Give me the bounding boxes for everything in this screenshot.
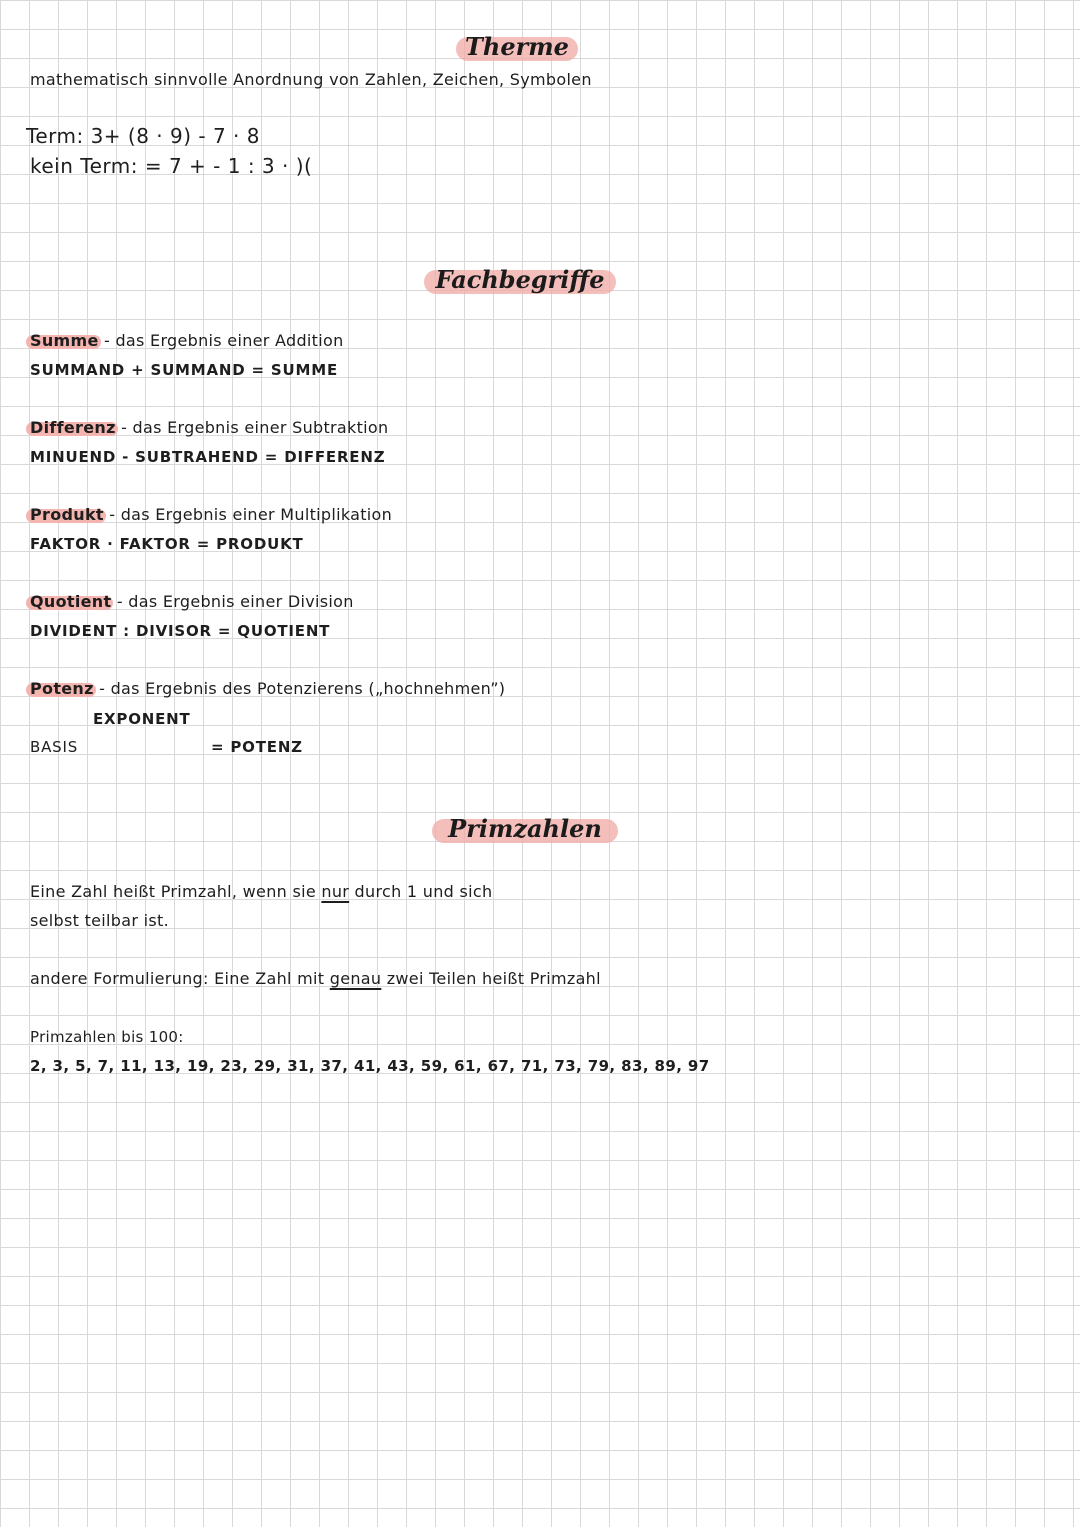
differenz-formula: MINUEND - SUBTRAHEND = DIFFERENZ — [30, 448, 386, 466]
terme-definition: mathematisch sinnvolle Anordnung von Zahlen, Zeichen, Symbolen — [30, 70, 592, 89]
heading-fachbegriffe: Fachbegriffe — [424, 267, 616, 293]
potenz-basis-label: BASIS — [30, 738, 79, 756]
primzahl-alt-definition — [30, 969, 601, 989]
heading-primzahlen: Primzahlen — [432, 816, 618, 842]
term-name-summe: Summe — [30, 331, 99, 350]
kein-term-example: = 7 + - 1 : 3 · )( — [144, 154, 313, 178]
produkt-formula: FAKTOR · FAKTOR = PRODUKT — [30, 535, 304, 553]
summe-description: - das Ergebnis einer Addition — [104, 331, 344, 350]
primzahl-def-emphasis: nur — [321, 882, 350, 901]
primzahl-list-label: Primzahlen bis 100: — [30, 1028, 184, 1046]
summe-formula: SUMMAND + SUMMAND = SUMME — [30, 361, 339, 379]
potenz-definition — [30, 679, 505, 699]
term-name-quotient: Quotient — [30, 592, 112, 611]
term-name-potenz: Potenz — [30, 679, 94, 698]
primzahl-definition-line1 — [30, 882, 492, 902]
term-label: Term: — [26, 124, 84, 148]
potenz-description: - das Ergebnis des Potenzierens („hochnehmen”) — [99, 679, 506, 698]
heading-terme: Therme — [456, 34, 578, 60]
primzahl-alt-emphasis: genau — [329, 969, 382, 988]
differenz-definition — [30, 418, 388, 438]
summe-definition — [30, 331, 344, 351]
produkt-description: - das Ergebnis einer Multiplikation — [109, 505, 393, 524]
term-name-differenz: Differenz — [30, 418, 116, 437]
primzahl-def-part1: Eine Zahl heißt Primzahl, wenn sie — [30, 882, 316, 901]
quotient-formula: DIVIDENT : DIVISOR = QUOTIENT — [30, 622, 331, 640]
primzahl-alt-part2: zwei Teilen heißt Primzahl — [386, 969, 601, 988]
primzahl-alt-part1: andere Formulierung: Eine Zahl mit — [30, 969, 325, 988]
differenz-description: - das Ergebnis einer Subtraktion — [121, 418, 389, 437]
quotient-description: - das Ergebnis einer Division — [116, 592, 354, 611]
term-example: 3+ (8 · 9) - 7 · 8 — [90, 124, 260, 148]
primzahl-definition-line2: selbst teilbar ist. — [30, 911, 169, 930]
term-example-line — [26, 126, 260, 146]
term-name-produkt: Produkt — [30, 505, 104, 524]
produkt-definition — [30, 505, 392, 525]
kein-term-label: kein Term: — [30, 154, 138, 178]
primzahl-list: 2, 3, 5, 7, 11, 13, 19, 23, 29, 31, 37, 41, 43, 59, 61, 67, 71, 73, 79, 83, 89, 97 — [30, 1057, 710, 1075]
quotient-definition — [30, 592, 354, 612]
potenz-result-label: = POTENZ — [211, 738, 303, 756]
kein-term-line — [30, 156, 312, 176]
potenz-exponent-label: EXPONENT — [93, 710, 191, 728]
primzahl-def-part2: durch 1 und sich — [354, 882, 493, 901]
